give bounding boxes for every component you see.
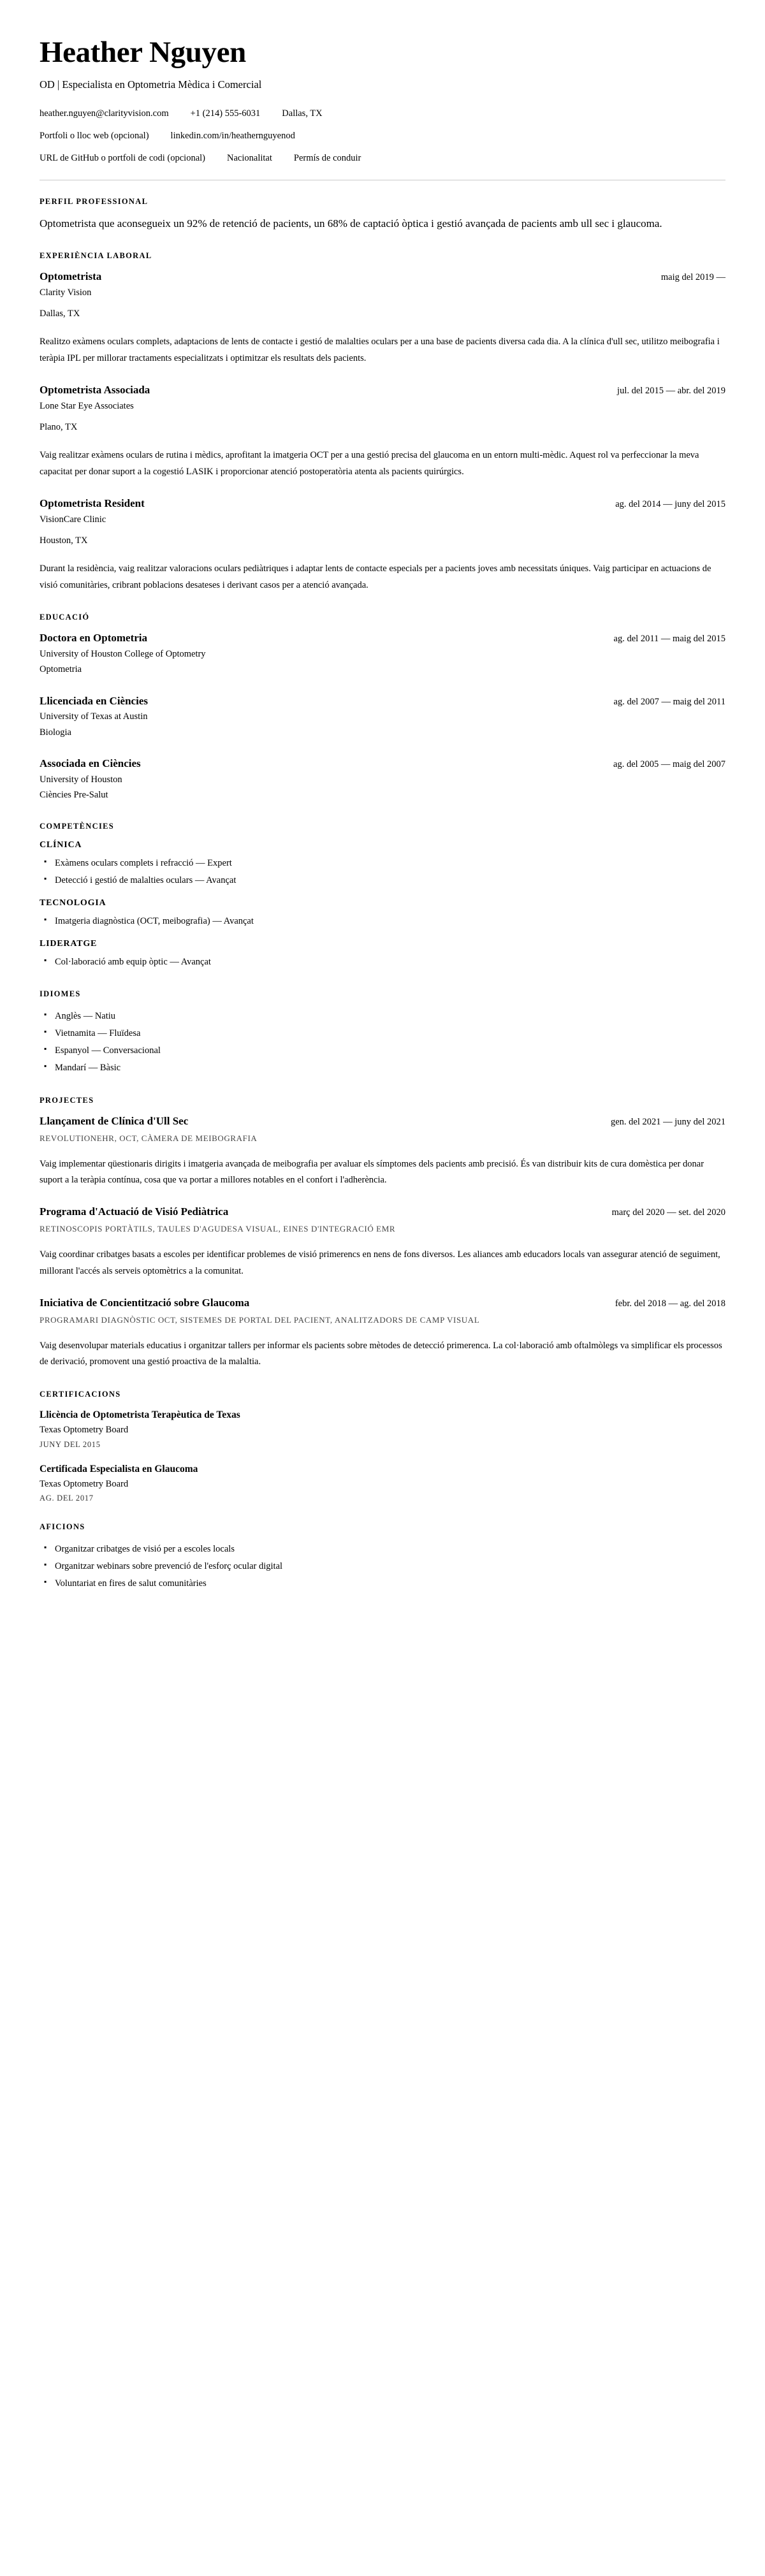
skill-group	[40, 898, 725, 930]
section-certifications	[40, 1390, 725, 1504]
skill-list	[40, 855, 725, 889]
section-title-skills: COMPETÈNCIES	[40, 822, 115, 831]
contact-location: Dallas, TX	[282, 108, 323, 119]
experience-company: Lone Star Eye Associates	[40, 401, 134, 412]
experience-description: Vaig realitzar exàmens oculars de rutina i mèdics, aprofitant la imatgeria OCT per a una gestió precisa del glaucoma en un entorn multi-mèdic. Aquest rol va perfeccionar la meva capacitat per donar suport a la cogestió LASIK i proporcionar atenció postoperatòria atenta als pacients quirúrgics.	[40, 450, 699, 477]
project-entry-head	[40, 1114, 725, 1129]
project-title: Programa d'Actuació de Visió Pediàtrica	[40, 1205, 229, 1218]
project-title: Iniciativa de Concientització sobre Glaucoma	[40, 1297, 250, 1309]
experience-company: Clarity Vision	[40, 287, 92, 298]
education-degree: Llicenciada en Ciències	[40, 694, 148, 707]
project-date: febr. del 2018 — ag. del 2018	[615, 1299, 725, 1309]
education-entry-head	[40, 694, 725, 709]
language-item: ▪ Mandarí — Bàsic	[55, 1059, 725, 1077]
education-degree: Doctora en Optometria	[40, 632, 148, 644]
nationality-placeholder: Nacionalitat	[227, 152, 272, 163]
education-school: University of Texas at Austin	[40, 711, 148, 722]
project-entry	[40, 1205, 725, 1279]
experience-job-title: Optometrista Associada	[40, 384, 150, 397]
project-description: Vaig desenvolupar materials educatius i organitzar tallers per informar els pacients sobre mètodes de detecció primerenca. La col·laboració amb oftalmòlegs va simplificar els processos de derivació, promovent una gestió proactiva de la malaltia.	[40, 1340, 722, 1367]
certification-title: Certificada Especialista en Glaucoma	[40, 1463, 198, 1474]
language-list	[40, 1008, 725, 1076]
experience-date: ag. del 2014 — juny del 2015	[615, 499, 725, 510]
project-entry	[40, 1114, 725, 1189]
section-projects	[40, 1096, 725, 1371]
skill-item: ▪ Detecció i gestió de malalties oculars — Avançat	[55, 872, 725, 889]
section-title-projects: PROJECTES	[40, 1095, 94, 1105]
skill-group-name: TECNOLOGIA	[40, 898, 106, 908]
portfolio-placeholder: Portfoli o lloc web (opcional)	[40, 131, 149, 142]
summary-text: Optometrista que aconsegueix un 92% de retenció de pacients, un 68% de captació òptica i gestió avançada de pacients amb ull sec i glaucoma.	[40, 217, 662, 229]
skill-group-name: CLÍNICA	[40, 840, 82, 850]
project-keywords: REVOLUTIONEHR, OCT, CÀMERA DE MEIBOGRAFIA	[40, 1133, 258, 1143]
certification-issuer: Texas Optometry Board	[40, 1425, 129, 1436]
experience-date: maig del 2019 —	[660, 272, 725, 283]
education-entry	[40, 631, 725, 677]
education-school: University of Houston College of Optometry	[40, 649, 206, 660]
education-date: ag. del 2011 — maig del 2015	[613, 634, 725, 644]
section-experience	[40, 251, 725, 593]
education-degree: Associada en Ciències	[40, 757, 141, 769]
experience-job-title: Optometrista	[40, 270, 102, 283]
education-date: ag. del 2007 — maig del 2011	[613, 696, 725, 707]
skill-item: ▪ Imatgeria diagnòstica (OCT, meibografia) — Avançat	[55, 913, 725, 930]
section-interests	[40, 1522, 725, 1592]
section-skills	[40, 822, 725, 970]
project-title: Llançament de Clínica d'Ull Sec	[40, 1114, 189, 1127]
interest-item: ▪ Organitzar webinars sobre prevenció de l'esforç ocular digital	[55, 1558, 725, 1575]
section-education	[40, 613, 725, 803]
contact-line-secondary	[40, 129, 725, 143]
contact-email[interactable]: heather.nguyen@clarityvision.com	[40, 108, 169, 119]
candidate-headline: OD | Especialista en Optometria Mèdica i Comercial	[40, 78, 262, 91]
contact-phone: +1 (214) 555-6031	[190, 108, 261, 119]
contact-line-primary	[40, 107, 725, 121]
project-keywords: RETINOSCOPIS PORTÀTILS, TAULES D'AGUDESA VISUAL, EINES D'INTEGRACIÓ EMR	[40, 1224, 396, 1234]
certification-date: JUNY DEL 2015	[40, 1439, 101, 1449]
education-field: Biologia	[40, 727, 71, 738]
education-school: University of Houston	[40, 774, 122, 785]
skill-item: ▪ Exàmens oculars complets i refracció — Expert	[55, 855, 725, 872]
skill-item: ▪ Col·laboració amb equip òptic — Avançat	[55, 954, 725, 971]
certification-issuer: Texas Optometry Board	[40, 1479, 129, 1490]
certification-date: AG. DEL 2017	[40, 1494, 94, 1503]
section-title-certifications: CERTIFICACIONS	[40, 1389, 121, 1399]
experience-location: Houston, TX	[40, 535, 88, 546]
education-entry-head	[40, 631, 725, 646]
skill-group-name: LIDERATGE	[40, 938, 98, 949]
experience-date: jul. del 2015 — abr. del 2019	[617, 386, 725, 397]
project-entry-head	[40, 1205, 725, 1219]
github-placeholder: URL de GitHub o portfoli de codi (opcional)	[40, 152, 206, 163]
linkedin-url[interactable]: linkedin.com/in/heathernguyenod	[170, 131, 295, 142]
skill-group	[40, 840, 725, 889]
section-title-interests: AFICIONS	[40, 1522, 85, 1532]
section-title-education: EDUCACIÓ	[40, 613, 90, 622]
experience-location: Plano, TX	[40, 422, 78, 433]
project-description: Vaig implementar qüestionaris dirigits i imatgeria avançada de meibografia per avaluar els símptomes dels pacients amb precisió. És van distribuir kits de cura domèstica per donar suport a la teràpia contínua, cosa que va portar a millores notables en el confort i l'adherència.	[40, 1158, 704, 1185]
section-title-languages: IDIOMES	[40, 989, 81, 999]
experience-description: Realitzo exàmens oculars complets, adaptacions de lents de contacte i gestió de malalties oculars per a una base de pacients diversa cada dia. A la clínica d'ull sec, utilitzo meibografia i teràpia IPL per millorar tractaments especialitzats i optimitzar els resultats dels pacients.	[40, 337, 720, 363]
project-date: gen. del 2021 — juny del 2021	[610, 1116, 725, 1127]
section-title-experience: EXPERIÈNCIA LABORAL	[40, 251, 152, 261]
language-item: ▪ Vietnamita — Fluïdesa	[55, 1025, 725, 1042]
certification-entry	[40, 1462, 725, 1504]
experience-entry-head	[40, 497, 725, 511]
education-field: Ciències Pre-Salut	[40, 789, 108, 800]
driving-licence-placeholder: Permís de conduir	[293, 152, 361, 163]
project-entry	[40, 1296, 725, 1371]
project-entry-head	[40, 1296, 725, 1311]
experience-entry	[40, 497, 725, 593]
interest-item: ▪ Voluntariat en fires de salut comunitàries	[55, 1575, 725, 1592]
section-summary	[40, 197, 725, 232]
experience-location: Dallas, TX	[40, 309, 80, 319]
experience-company: VisionCare Clinic	[40, 514, 106, 525]
experience-job-title: Optometrista Resident	[40, 497, 145, 510]
project-date: març del 2020 — set. del 2020	[611, 1207, 725, 1218]
section-title-summary: PERFIL PROFESSIONAL	[40, 196, 149, 206]
section-languages	[40, 989, 725, 1076]
education-entry-head	[40, 757, 725, 771]
certification-title: Llicència de Optometrista Terapèutica de Texas	[40, 1409, 240, 1420]
language-item: ▪ Anglès — Natiu	[55, 1008, 725, 1025]
experience-entry	[40, 383, 725, 480]
education-entry	[40, 757, 725, 803]
education-entry	[40, 694, 725, 740]
certification-entry	[40, 1408, 725, 1450]
interest-item: ▪ Organitzar cribatges de visió per a escoles locals	[55, 1541, 725, 1558]
skill-group	[40, 939, 725, 971]
candidate-name: Heather Nguyen	[40, 36, 246, 69]
experience-description: Durant la residència, vaig realitzar valoracions oculars pediàtriques i adaptar lents de contacte especials per a pacients joves amb necessitats úniques. Vaig participar en actuacions de visió comunitàries, cribrant poblacions desateses i derivant casos per a atenció avançada.	[40, 564, 711, 590]
language-item: ▪ Espanyol — Conversacional	[55, 1042, 725, 1059]
contact-line-tertiary	[40, 152, 725, 166]
education-field: Optometria	[40, 664, 82, 675]
education-date: ag. del 2005 — maig del 2007	[613, 759, 725, 769]
experience-entry-head	[40, 270, 725, 284]
interest-list	[40, 1541, 725, 1592]
project-description: Vaig coordinar cribatges basats a escoles per identificar problemes de visió primerencs en nens de fons diversos. Les aliances amb educadors locals van assegurar atenció de seguiment, millorant l'accés als serveis optomètrics a la comunitat.	[40, 1249, 720, 1276]
skill-list	[40, 954, 725, 971]
project-keywords: PROGRAMARI DIAGNÒSTIC OCT, SISTEMES DE PORTAL DEL PACIENT, ANALITZADORS DE CAMP VISUAL	[40, 1314, 480, 1325]
experience-entry-head	[40, 383, 725, 398]
experience-entry	[40, 270, 725, 367]
skill-list	[40, 913, 725, 930]
